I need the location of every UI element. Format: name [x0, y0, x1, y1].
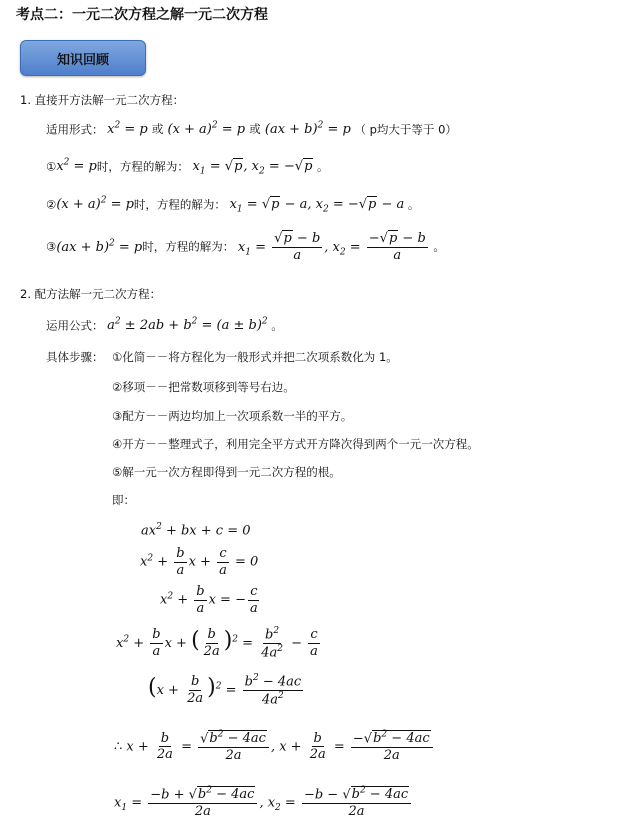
step-1: ①化简－－将方程化为一般形式并把二次项系数化为 1。 — [112, 350, 398, 364]
case2-line: ②(x + a)$^2$ = p时，方程的解为： $x_1 = √p - a$, $x_2 = -√p - a$ 。 — [46, 196, 420, 215]
case3-line: ③(ax + b)$^2$ = p时，方程的解为： $x_1$ = $\frac{√p - b}{a}$ , $x_2$ = $\frac{-√p - b}{a}$ 。 — [46, 231, 445, 263]
ji-label: 即： — [112, 493, 135, 507]
form-note: （ p均大于等于 0） — [354, 122, 457, 137]
step-2: ②移项－－把常数项移到等号右边。 — [112, 380, 295, 394]
derivation-step-4: $x^2$ + $\frac{b}{a}$ x + ( $\frac{b}{2a}$ )$^2$ = $\frac{b^2}{4a^2}$ − $\frac{c}{a}$ — [116, 626, 318, 661]
formula-line: 运用公式： $a^2 \pm 2ab + b^2 = (a \pm b)^2$ 。 — [46, 317, 283, 334]
form-equations: $x^2 = p$ 或 $(x + a)^2 = p$ 或 (ax + b)$^2$ = p — [107, 121, 351, 138]
derivation-step-2: $x^2$ + $\frac{b}{a}$ x + $\frac{c}{a}$ = 0 — [140, 546, 259, 578]
page-title: 考点二：一元二次方程之解一元二次方程 — [16, 7, 268, 23]
step-5: ⑤解一元一次方程即得到一元二次方程的根。 — [112, 465, 341, 479]
section1-heading: 1. 直接开方法解一元二次方程： — [20, 93, 185, 107]
form-line — [46, 121, 457, 137]
form-label: 适用形式： — [46, 122, 104, 137]
case1-line: $①x^2 = p$时，方程的解为： $x_1 = √p$, $x_2 = -√p$ 。 — [46, 158, 329, 177]
derivation-step-5: (x + $\frac{b}{2a}$ )$^2$ = $\frac{b^2 - 4ac}{4a^2}$ — [148, 673, 302, 708]
quadratic-formula: $x_1$ = $\frac{-b + √b^2 - 4ac}{2a}$ , $x_2$ = $\frac{-b - √b^2 - 4ac}{2a}$ — [114, 786, 413, 820]
knowledge-review-badge: 知识回顾 — [20, 40, 146, 76]
steps-label: 具体步骤： — [46, 350, 104, 364]
derivation-step-3: $x^2$ + $\frac{b}{a}$ x = − $\frac{c}{a}$ — [160, 584, 258, 616]
derivation-step-6: ∴ x + $\frac{b}{2a}$ = $\frac{√b^2 - 4ac}{2a}$ , x + $\frac{b}{2a}$ = $\frac{-√b^2 - 4ac}{2a}$ — [114, 730, 435, 764]
derivation-step-1: $ax^2$ + bx + c = 0 — [141, 522, 251, 539]
step-3: ③配方－－两边均加上一次项系数一半的平方。 — [112, 409, 353, 423]
section2-heading: 2. 配方法解一元二次方程： — [20, 287, 162, 301]
step-4: ④开方－－整理式子，利用完全平方式开方降次得到两个一元一次方程。 — [112, 437, 479, 451]
